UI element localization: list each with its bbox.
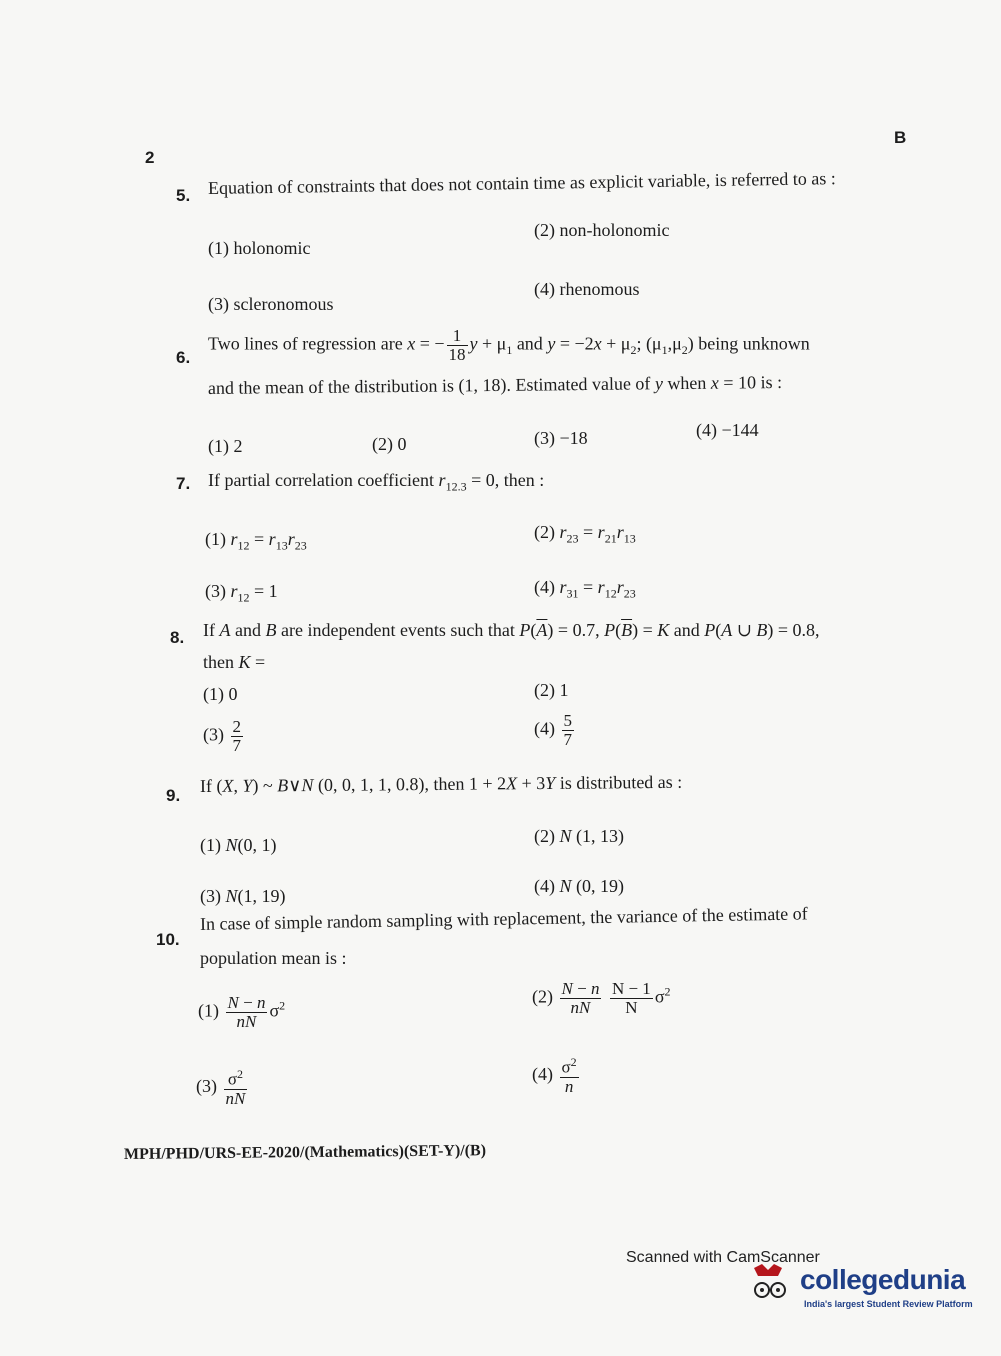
q8-option-4-label: (4) [534, 718, 555, 739]
q8-line1: If A and B are independent events such that $P(\overline{A}) = 0.7$, $P(\overline{B}) = K$ and P(A ∪ B) = 0.8, [203, 620, 820, 640]
q10-line2: population mean is : [200, 948, 347, 968]
q9-number: 9. [166, 786, 181, 805]
q6-line2-when: when [667, 372, 707, 394]
q5-option-2: (2) non-holonomic [534, 220, 670, 240]
q8-text-d: and [673, 620, 700, 640]
q9-option-3-label: (3) [200, 886, 221, 906]
q9-option-2: (2) N (1, 13) [534, 826, 625, 846]
scanned-with-text: Scanned with CamScanner [626, 1249, 820, 1266]
q7-number: 7. [176, 474, 191, 493]
q8-option-2: (2) 1 [534, 680, 569, 700]
q10-line1: In case of simple random sampling with replacement, the variance of the estimate of [199, 903, 808, 934]
q7-text-a: If partial correlation coefficient [208, 470, 435, 490]
q9-option-1: (1) N(0, 1) [200, 835, 277, 855]
q6-fraction: $\frac{1}{18}$ [448, 326, 466, 364]
q7-option-4-label: (4) [534, 577, 555, 597]
q5-option-3: (3) scleronomous [208, 294, 334, 314]
q6-line2: and the mean of the distribution is (1, 18). Estimated value of y when x = 10 is : [207, 371, 783, 398]
q8-line2: then K = [203, 652, 266, 672]
q10-option-3-label: (3) [196, 1075, 217, 1096]
q7-text-b: , then : [494, 470, 545, 490]
q7-option-3: (3) $r_{12} = 1$ [205, 581, 278, 605]
q10-option-4-label: (4) [532, 1063, 553, 1084]
q9-option-3: (3) N(1, 19) [200, 886, 286, 906]
q9-option-4-label: (4) [534, 876, 555, 896]
q8-text-c: are independent events such that [281, 620, 515, 640]
q6-line2-is: is : [760, 371, 783, 393]
q6-text-c: being unknown [698, 333, 810, 354]
q8-text-a: If [203, 620, 215, 640]
q7-option-3-label: (3) [205, 581, 226, 601]
q8-option-4: (4) $\frac{5}{7}$ [534, 711, 572, 749]
footer-code: MPH/PHD/URS-EE-2020/(Mathematics)(SET-Y)/(B) [123, 1142, 487, 1163]
q9-option-1-label: (1) [200, 835, 221, 855]
q6-option-1: (1) 2 [208, 436, 243, 456]
q6-line2-text: and the mean of the distribution is (1, 18). Estimated value of [207, 373, 651, 398]
q6-option-4: (4) −144 [696, 420, 759, 440]
q7-option-1: (1) $r_{12} = r_{13}r_{23}$ [205, 529, 307, 553]
q6-option-3: (3) −18 [534, 428, 588, 448]
q8-line2-text: then [203, 652, 234, 672]
set-code: B [894, 128, 907, 147]
q9-option-4: (4) N (0, 19) [534, 876, 625, 896]
q7-option-2: (2) $r_{23} = r_{21}r_{13}$ [534, 522, 636, 546]
q7-option-4: (4) $r_{31} = r_{12}r_{23}$ [534, 577, 636, 601]
q7-text: If partial correlation coefficient $r_{12.3} = 0$, then : [208, 470, 545, 494]
q7-option-2-label: (2) [534, 522, 555, 542]
q10-option-1: (1) $\frac{N - n}{nN}$ $\sigma^2$ [198, 993, 286, 1031]
q5-number: 5. [176, 186, 191, 205]
q9-text-c: is distributed as : [559, 771, 683, 793]
collegedunia-tagline: India's largest Student Review Platform [804, 1299, 973, 1309]
q9-text-a: If [199, 775, 213, 796]
collegedunia-logo: collegedunia [800, 1264, 966, 1295]
q10-option-3: (3) $\frac{\sigma^2}{nN}$ [196, 1067, 246, 1108]
q5-text: Equation of constraints that does not contain time as explicit variable, is referred to as : [207, 168, 836, 198]
q8-number: 8. [170, 628, 185, 647]
q9-text: If (X, Y) ~ B∨N (0, 0, 1, 1, 0.8), then 1 + 2X + 3Y is distributed as : [199, 771, 683, 796]
page-number: 2 [145, 148, 155, 167]
q6-text-b: and [516, 333, 543, 354]
q10-option-1-label: (1) [198, 1000, 219, 1021]
collegedunia-mascot-icon [744, 1262, 794, 1306]
q5-option-4: (4) rhenomous [534, 279, 640, 299]
q6-option-2: (2) 0 [372, 434, 407, 454]
q6-number: 6. [176, 348, 191, 367]
q10-number: 10. [156, 930, 180, 949]
q10-option-2-label: (2) [532, 986, 553, 1007]
q6-text-a: Two lines of regression are [208, 333, 403, 354]
q8-text-b: and [235, 620, 261, 640]
q6-eq1-lhs: x [407, 333, 416, 354]
q10-option-4: (4) $\frac{\sigma^2}{n}$ [532, 1055, 577, 1096]
q8-option-1: (1) 0 [203, 684, 238, 704]
q8-option-3-label: (3) [203, 724, 224, 745]
q6-line1: Two lines of regression are x = − $\frac{1}{18}$ $y + \mu_1$ and $y = -2x + \mu_2$; $(\mu_1,\mu_2)$ being unknown [208, 326, 810, 364]
q10-option-2: (2) $\frac{N - n}{nN}$ $\frac{N - 1}{N}$ $\sigma^2$ [532, 979, 671, 1017]
q9-text-b: then [433, 773, 465, 794]
q5-option-1: (1) holonomic [208, 238, 311, 258]
q7-option-1-label: (1) [205, 529, 226, 549]
q9-option-2-label: (2) [534, 826, 555, 846]
q8-option-3: (3) $\frac{2}{7}$ [203, 717, 241, 755]
